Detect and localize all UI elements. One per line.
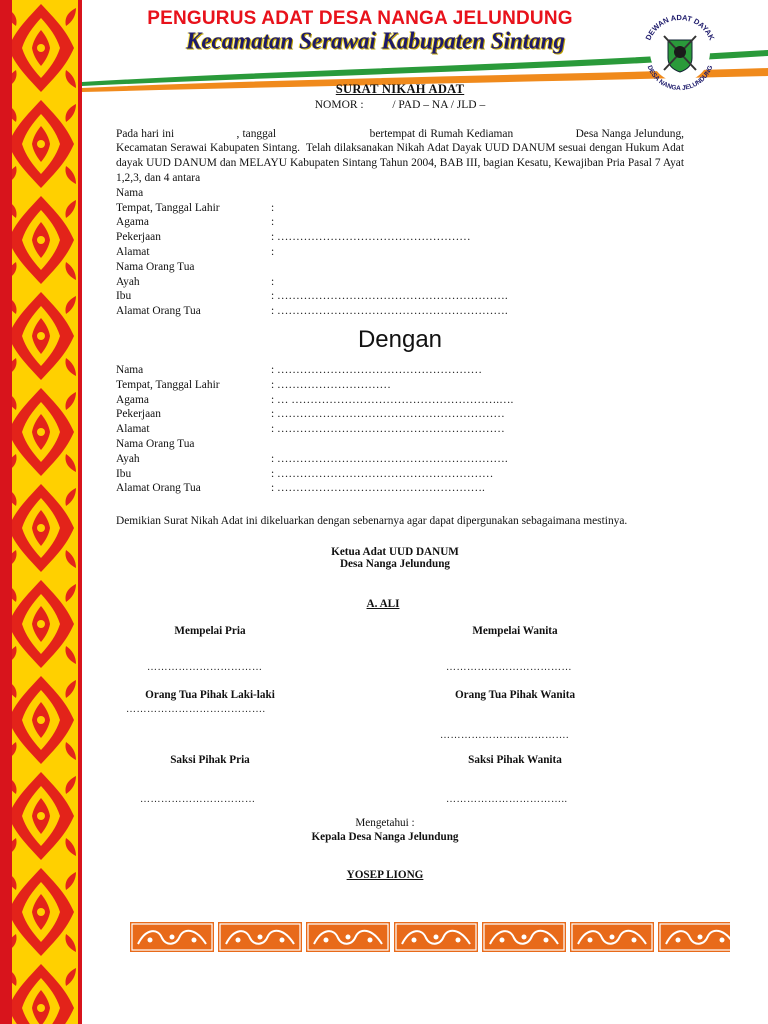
field-row: Alamat Orang Tua : ………………………………………………. (116, 482, 485, 495)
org-subtitle: Kecamatan Serawai Kabupaten Sintang (186, 27, 565, 54)
field-row: Tempat, Tanggal Lahir : (116, 201, 275, 214)
field-row: Tempat, Tanggal Lahir : ………………………… (116, 378, 391, 391)
groom-label: Mempelai Pria (174, 625, 246, 637)
bride-witness-label: Saksi Pihak Wanita (468, 754, 562, 766)
groom-witness-signature-line: …………………………… (140, 794, 256, 805)
logo-text-top: DEWAN ADAT DAYAK (643, 12, 717, 42)
document-title: SURAT NIKAH ADAT (335, 82, 465, 96)
field-row: Ayah : ……………………………………………………. (116, 452, 508, 465)
chief-title: Ketua Adat UUD DANUM Desa Nanga Jelundung (331, 546, 459, 570)
bride-fields (116, 363, 684, 496)
field-row: Alamat Orang Tua : ……………………………………………………. (116, 305, 508, 318)
closing-paragraph: Demikian Surat Nikah Adat ini dikeluarkan dengan sebenarnya agar dapat dipergunakan sebagaimana mestinya. (116, 515, 628, 528)
intro-paragraph: Pada hari ini , tanggal bertempat di Rumah Kediaman Desa Nanga Jelundung, Kecamatan Serawai Kabupaten Sintang. Telah dilaksanakan Nikah Adat Dayak UUD DANUM sesuai dengan Hukum Adat dayak UUD DANUM dan MELAYU Kabupaten Sintang Tahun 2004, BAB III, bagian Kesatu, Kewajiban Pria Pasal 7 Ayat 1,2,3, dan 4 antara (116, 127, 687, 184)
separator-dengan: Dengan (357, 325, 443, 353)
document-body (116, 80, 687, 529)
field-row: Alamat : …………………………………………………… (116, 423, 505, 436)
village-head-name: YOSEP LIONG (346, 869, 424, 881)
field-row: Nama Orang Tua (116, 260, 195, 273)
field-row: Nama : ……………………………………………… (116, 363, 483, 376)
field-row: Ibu : ……………………………………………………. (116, 290, 508, 303)
field-row: Nama (116, 186, 144, 199)
field-row: Ayah : (116, 275, 275, 288)
bride-label: Mempelai Wanita (472, 625, 558, 637)
field-row: Agama : … ……………………………………………….…. (116, 393, 514, 406)
bride-parents-signature-line: ………………………………. (440, 730, 569, 741)
ornament-pattern (0, 0, 82, 1024)
logo-text-bottom: DESA NANGA JELUNDUNG (645, 64, 715, 93)
field-row: Nama Orang Tua (116, 437, 195, 450)
groom-parents-signature-line: …………………………………. (126, 704, 266, 715)
field-row: Agama : (116, 216, 275, 229)
document-number: NOMOR : / PAD – NA / JLD – (314, 98, 486, 111)
bride-witness-signature-line: …………………………….. (446, 794, 568, 805)
groom-fields (116, 186, 684, 319)
chief-name: A. ALI (366, 598, 400, 610)
field-row: Pekerjaan : …………………………………………………… (116, 408, 505, 421)
groom-signature-line: …………………………… (147, 662, 263, 673)
bottom-ornament-band (130, 922, 730, 952)
field-row: Alamat : (116, 245, 275, 258)
village-head-title: Kepala Desa Nanga Jelundung (311, 831, 459, 843)
bride-signature-line: ……………………………… (446, 662, 572, 673)
acknowledge-label: Mengetahui : (355, 817, 415, 829)
ornamental-border-left (0, 0, 82, 1024)
groom-parents-label: Orang Tua Pihak Laki-laki (145, 689, 275, 701)
groom-witness-label: Saksi Pihak Pria (170, 754, 250, 766)
bride-parents-label: Orang Tua Pihak Wanita (454, 689, 576, 701)
field-row: Pekerjaan : …………………………………………… (116, 231, 471, 244)
org-title: PENGURUS ADAT DESA NANGA JELUNDUNG (147, 8, 573, 29)
field-row: Ibu : ………………………………………………… (116, 467, 494, 480)
